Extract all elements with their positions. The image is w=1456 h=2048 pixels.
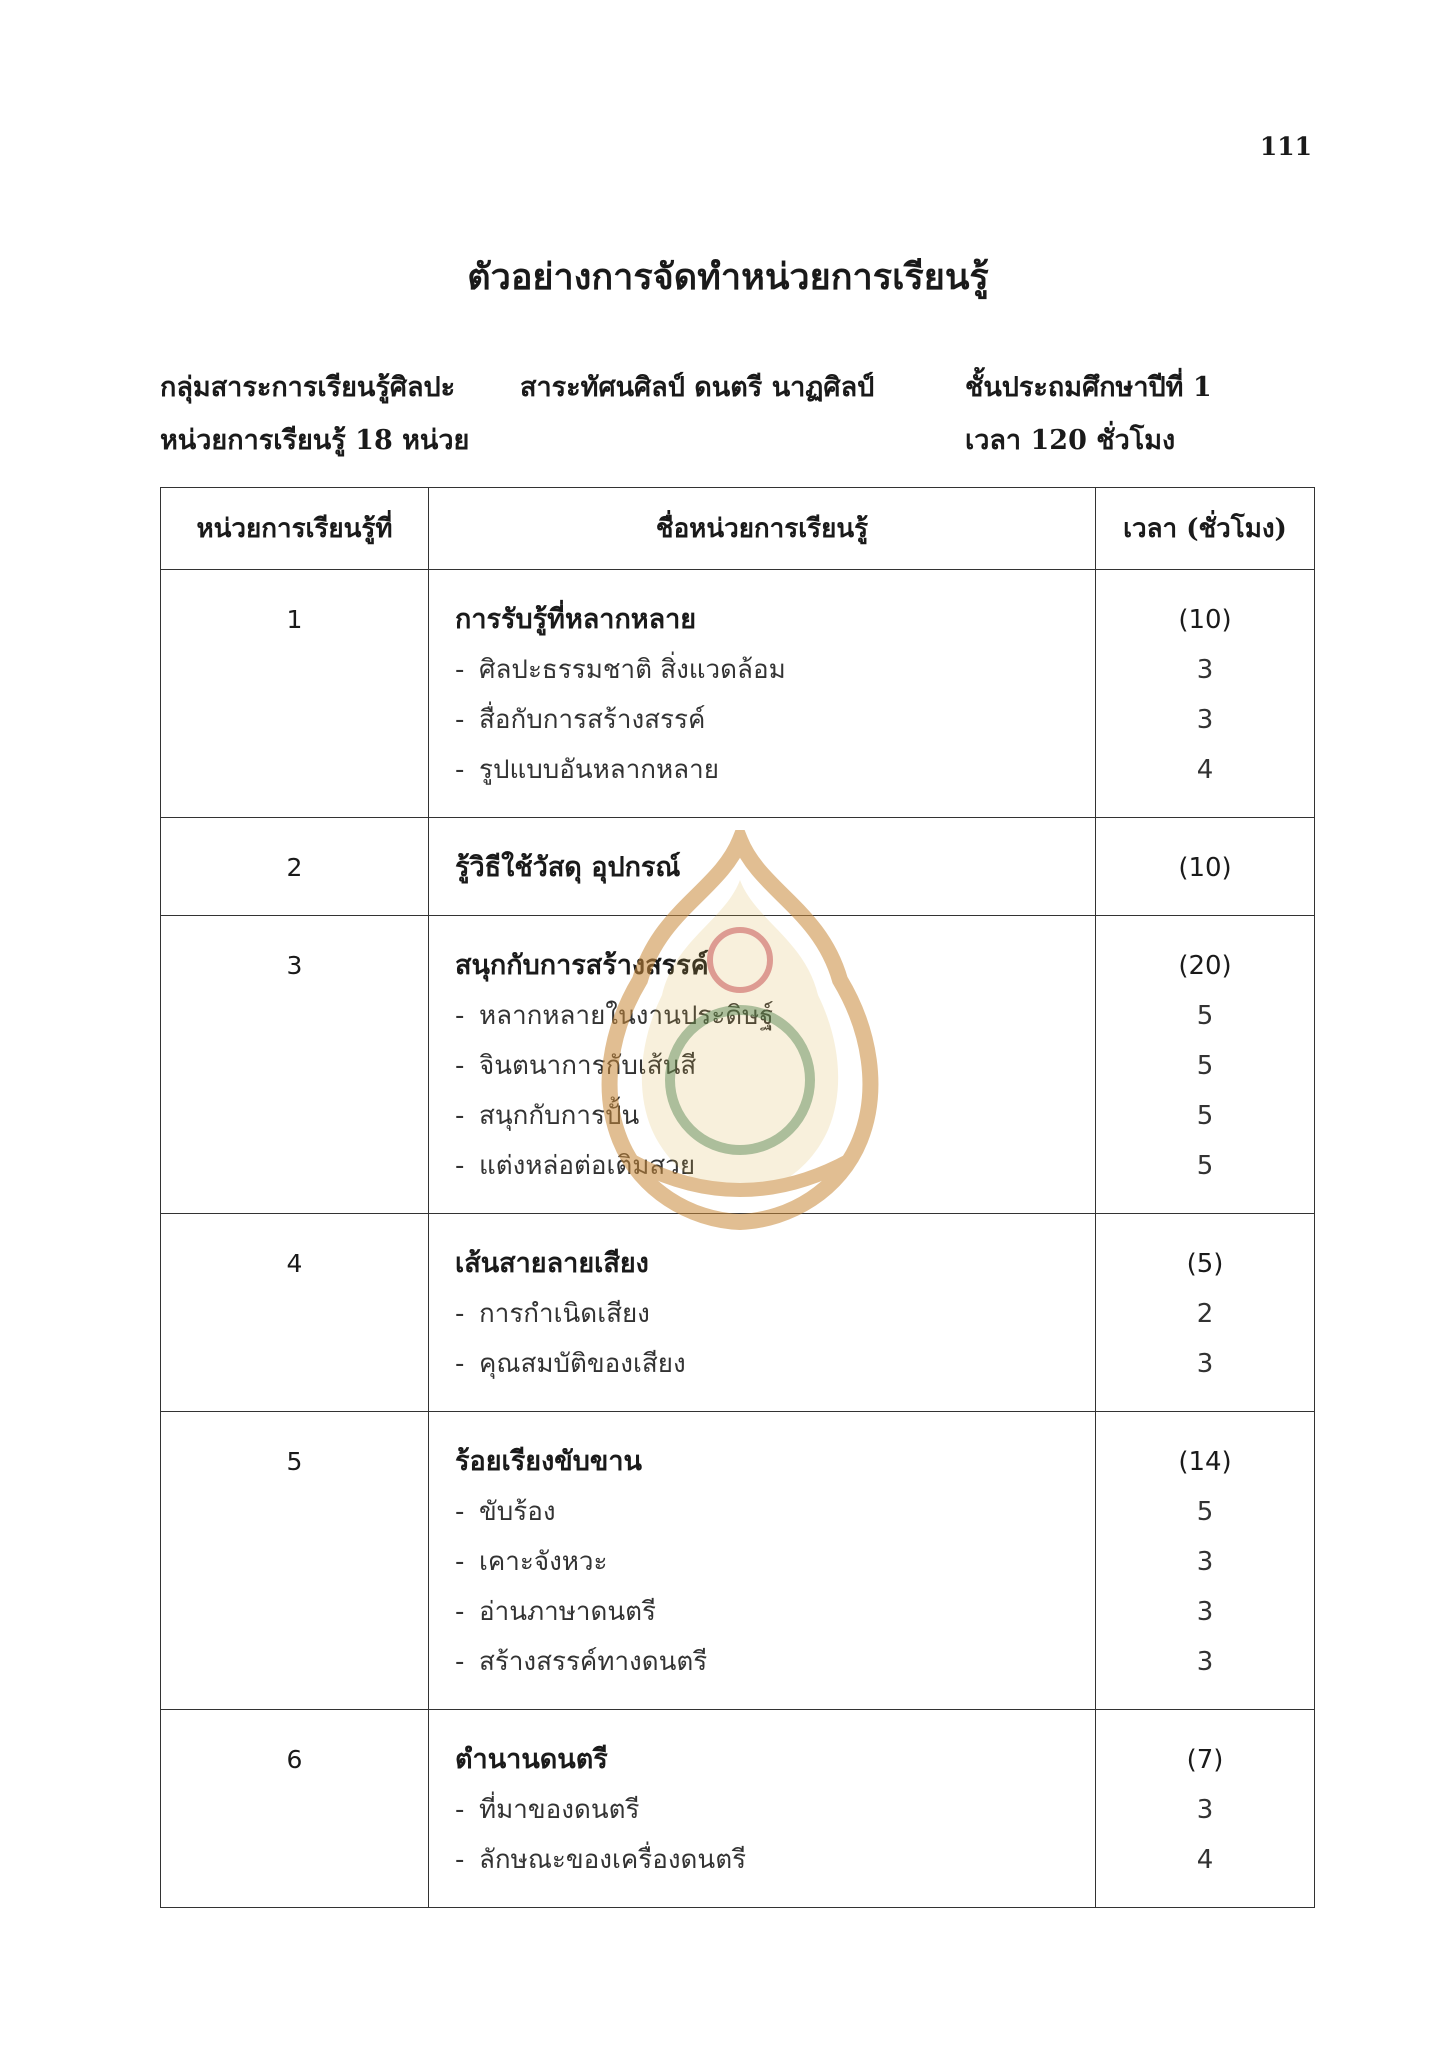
topic-item	[455, 1041, 1095, 1091]
unit-number: 3	[161, 916, 429, 1214]
unit-name-cell	[429, 570, 1096, 818]
topic-item	[455, 1141, 1095, 1191]
bullet-dash: -	[455, 1001, 465, 1031]
bullet-dash: -	[455, 1299, 465, 1329]
unit-title: การรับรู้ที่หลากหลาย	[455, 604, 697, 635]
unit-row	[161, 1412, 1315, 1710]
topic-name: อ่านภาษาดนตรี	[479, 1597, 656, 1627]
header-unit-number: หน่วยการเรียนรู้ที่	[161, 488, 429, 570]
topic-item	[455, 1339, 1095, 1389]
topic-name: สนุกกับการปั้น	[479, 1101, 640, 1131]
unit-row	[161, 1214, 1315, 1412]
bullet-dash: -	[455, 1151, 465, 1181]
topic-hours: 3	[1196, 1795, 1214, 1825]
page-number: 111	[1259, 132, 1312, 161]
bullet-dash: -	[455, 755, 465, 785]
unit-title: สนุกกับการสร้างสรรค์	[455, 950, 709, 981]
unit-title: เส้นสายลายเสียง	[455, 1248, 649, 1279]
unit-total-hours: (10)	[1178, 853, 1232, 883]
unit-table	[160, 487, 1315, 1908]
topic-name: การกำเนิดเสียง	[479, 1299, 650, 1329]
topic-name: ลักษณะของเครื่องดนตรี	[479, 1845, 747, 1875]
bullet-dash: -	[455, 1497, 465, 1527]
topic-name: ขับร้อง	[479, 1497, 556, 1527]
unit-total-hours: (10)	[1178, 605, 1232, 635]
topic-item	[455, 645, 1095, 695]
header-hours: เวลา (ชั่วโมง)	[1096, 488, 1315, 570]
topic-name: สื่อกับการสร้างสรรค์	[479, 705, 706, 735]
bullet-dash: -	[455, 1597, 465, 1627]
unit-number: 4	[161, 1214, 429, 1412]
topic-hours: 5	[1196, 1497, 1214, 1527]
topic-hours: 3	[1196, 705, 1214, 735]
unit-hours-cell	[1096, 1412, 1315, 1710]
unit-name-cell	[429, 1710, 1096, 1908]
header-unit-name: ชื่อหน่วยการเรียนรู้	[429, 488, 1096, 570]
topic-hours: 4	[1196, 755, 1214, 785]
topic-hours: 4	[1196, 1845, 1214, 1875]
topic-hours: 5	[1196, 1101, 1214, 1131]
topic-name: คุณสมบัติของเสียง	[479, 1349, 686, 1379]
subject-group: กลุ่มสาระการเรียนรู้ศิลปะ	[160, 372, 456, 403]
topic-item	[455, 1637, 1095, 1687]
topic-name: จินตนาการกับเส้นสี	[479, 1051, 697, 1081]
document-title: ตัวอย่างการจัดทำหน่วยการเรียนรู้	[467, 256, 989, 298]
bullet-dash: -	[455, 1647, 465, 1677]
unit-number: 1	[161, 570, 429, 818]
topic-name: ศิลปะธรรมชาติ สิ่งแวดล้อม	[479, 655, 786, 685]
unit-name-cell	[429, 1214, 1096, 1412]
bullet-dash: -	[455, 1795, 465, 1825]
topic-item	[455, 695, 1095, 745]
unit-title: ตำนานดนตรี	[455, 1744, 608, 1775]
topic-item	[455, 1487, 1095, 1537]
unit-hours-cell	[1096, 1710, 1315, 1908]
unit-total-hours: (5)	[1186, 1249, 1224, 1279]
topic-item	[455, 1289, 1095, 1339]
bullet-dash: -	[455, 1845, 465, 1875]
unit-hours-cell	[1096, 1214, 1315, 1412]
unit-total-hours: (20)	[1178, 951, 1232, 981]
topic-item	[455, 745, 1095, 795]
topic-hours: 2	[1196, 1299, 1214, 1329]
topic-hours: 3	[1196, 655, 1214, 685]
unit-name-cell	[429, 818, 1096, 916]
topic-item	[455, 991, 1095, 1041]
unit-row	[161, 1710, 1315, 1908]
topic-hours: 3	[1196, 1647, 1214, 1677]
unit-hours-cell	[1096, 916, 1315, 1214]
unit-number: 5	[161, 1412, 429, 1710]
bullet-dash: -	[455, 1101, 465, 1131]
topic-item	[455, 1587, 1095, 1637]
topic-name: รูปแบบอันหลากหลาย	[479, 755, 719, 785]
unit-title: รู้วิธีใช้วัสดุ อุปกรณ์	[455, 852, 681, 883]
units-count: หน่วยการเรียนรู้ 18 หน่วย	[160, 425, 470, 456]
unit-row	[161, 916, 1315, 1214]
topic-name: สร้างสรรค์ทางดนตรี	[479, 1647, 708, 1677]
topic-name: หลากหลายในงานประดิษฐ์	[479, 1001, 774, 1031]
topic-item	[455, 1537, 1095, 1587]
topic-item	[455, 1835, 1095, 1885]
topic-name: แต่งหล่อต่อเติมสวย	[479, 1151, 696, 1181]
strands: สาระทัศนศิลป์ ดนตรี นาฏศิลป์	[520, 372, 875, 403]
table-header-row	[161, 488, 1315, 570]
bullet-dash: -	[455, 655, 465, 685]
unit-number: 2	[161, 818, 429, 916]
topic-hours: 5	[1196, 1051, 1214, 1081]
bullet-dash: -	[455, 1051, 465, 1081]
topic-hours: 3	[1196, 1349, 1214, 1379]
unit-hours-cell	[1096, 818, 1315, 916]
unit-total-hours: (14)	[1178, 1447, 1232, 1477]
topic-hours: 3	[1196, 1597, 1214, 1627]
topic-item	[455, 1091, 1095, 1141]
topic-name: ที่มาของดนตรี	[479, 1795, 640, 1825]
bullet-dash: -	[455, 1349, 465, 1379]
topic-hours: 3	[1196, 1547, 1214, 1577]
bullet-dash: -	[455, 1547, 465, 1577]
unit-title: ร้อยเรียงขับขาน	[455, 1446, 642, 1477]
topic-hours: 5	[1196, 1001, 1214, 1031]
topic-item	[455, 1785, 1095, 1835]
unit-name-cell	[429, 1412, 1096, 1710]
topic-hours: 5	[1196, 1151, 1214, 1181]
total-time: เวลา 120 ชั่วโมง	[965, 425, 1176, 456]
topic-name: เคาะจังหวะ	[479, 1547, 608, 1577]
unit-row	[161, 818, 1315, 916]
unit-row	[161, 570, 1315, 818]
unit-name-cell	[429, 916, 1096, 1214]
unit-total-hours: (7)	[1186, 1745, 1224, 1775]
unit-number: 6	[161, 1710, 429, 1908]
unit-hours-cell	[1096, 570, 1315, 818]
bullet-dash: -	[455, 705, 465, 735]
grade-level: ชั้นประถมศึกษาปีที่ 1	[965, 372, 1212, 403]
